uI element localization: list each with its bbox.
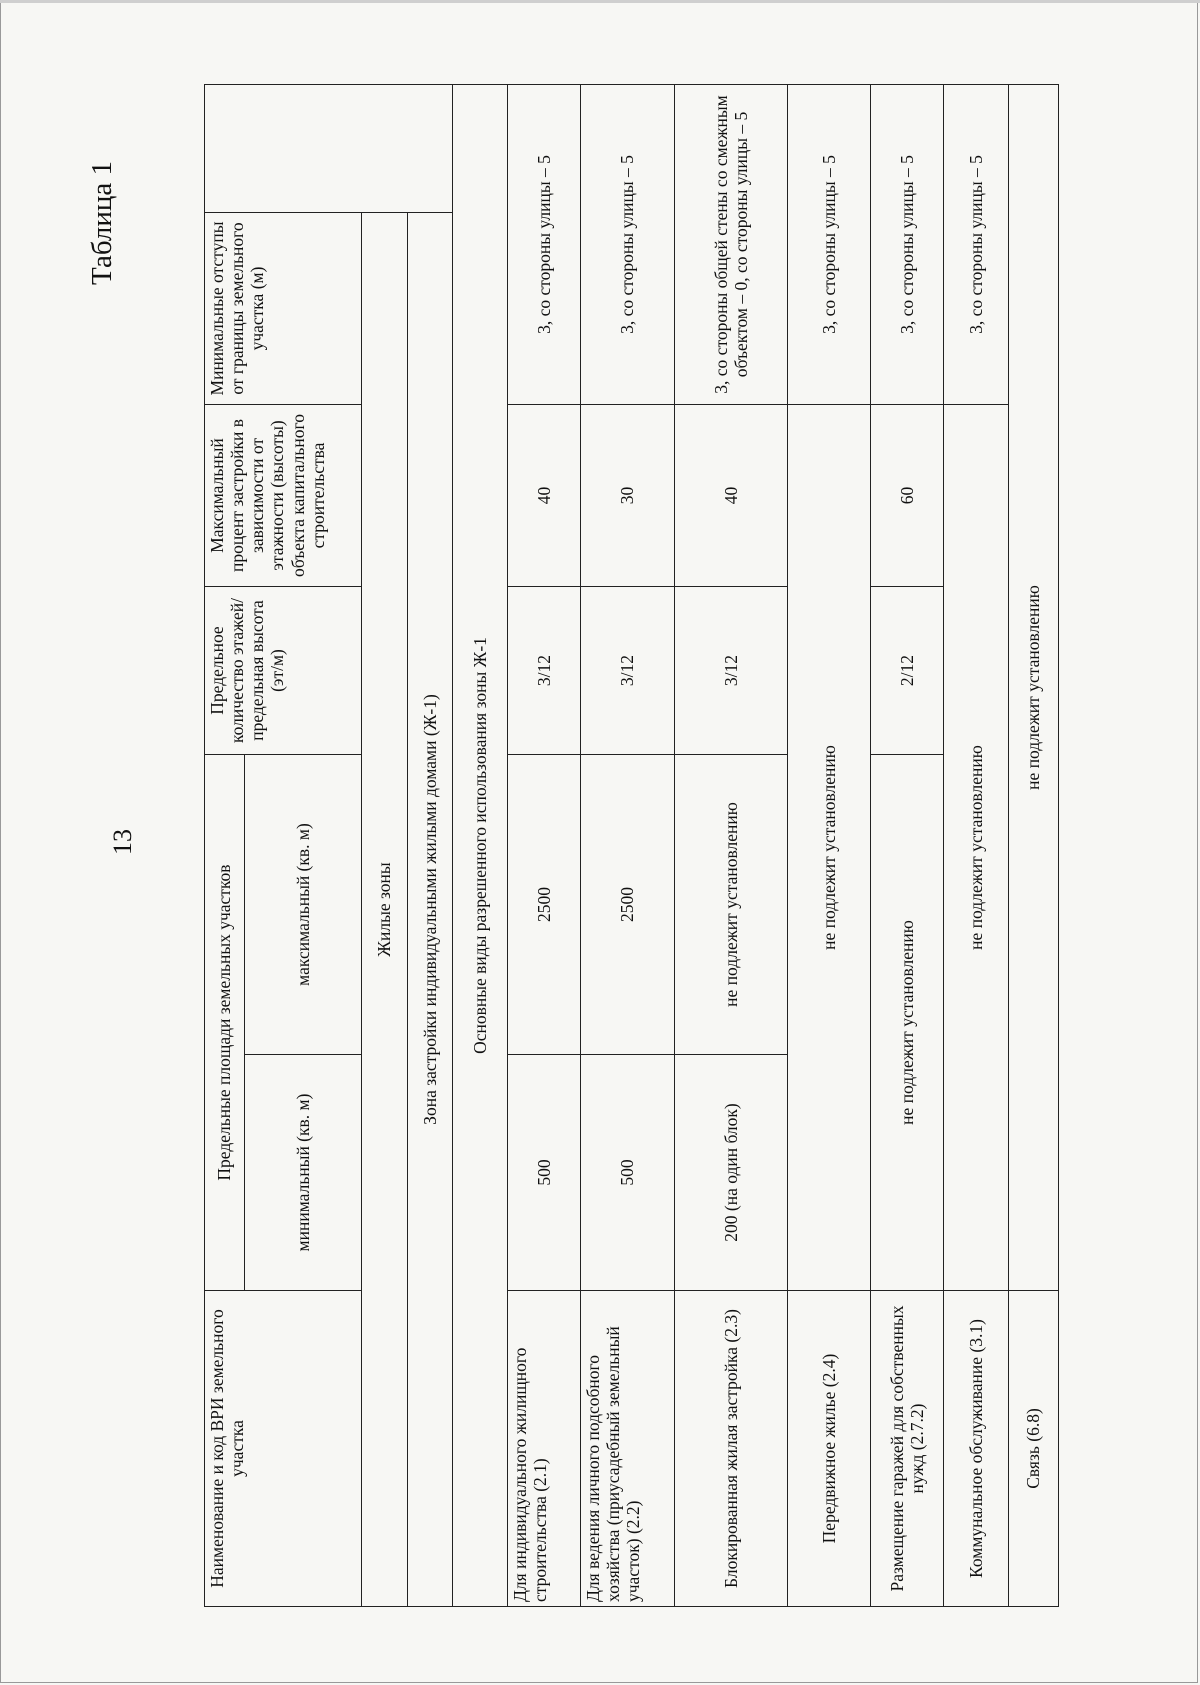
header-area-group: Предельные площади земельных участков: [205, 755, 245, 1291]
row-floors: 3/12: [674, 587, 787, 755]
row-max: 2500: [580, 755, 674, 1055]
land-use-table: [204, 84, 1059, 1607]
row-percent: 60: [871, 405, 944, 587]
table-row: [1008, 85, 1058, 1607]
row-name: Для ведения личного подсобного хозяйства (приусадебный земельный участок) (2.2): [580, 1291, 674, 1607]
table-row: [580, 85, 674, 1607]
header-area-max: максимальный (кв. м): [244, 755, 361, 1055]
row-minmax-merged: не подлежит установлению: [871, 755, 944, 1291]
table-row: [787, 85, 871, 1607]
table-row: [507, 85, 580, 1607]
row-setback: 3, со стороны улицы – 5: [507, 85, 580, 405]
row-name: Связь (6.8): [1008, 1291, 1058, 1607]
row-setback: 3, со стороны улицы – 5: [871, 85, 944, 405]
row-percent: 30: [580, 405, 674, 587]
row-name: Коммунальное обслуживание (3.1): [944, 1291, 1009, 1607]
row-floors: 2/12: [871, 587, 944, 755]
row-floors: 3/12: [580, 587, 674, 755]
row-min: 500: [580, 1055, 674, 1291]
row-merged: не подлежит установлению: [787, 405, 871, 1291]
table-caption: Таблица 1: [86, 160, 118, 285]
scan-edge: [0, 0, 1200, 3]
blank-cell: [205, 85, 453, 213]
row-name: Размещение гаражей для собственных нужд (2.7.2): [871, 1291, 944, 1607]
section-main-types: Основные виды разрешенного использования зоны Ж-1: [453, 85, 507, 1607]
row-setback: 3, со стороны улицы – 5: [787, 85, 871, 405]
section-zone: Зона застройки индивидуальными жилыми домами (Ж-1): [407, 213, 453, 1607]
rotated-page-content: [0, 85, 1200, 1685]
row-name: Блокированная жилая застройка (2.3): [674, 1291, 787, 1607]
row-setback: 3, со стороны улицы – 5: [944, 85, 1009, 405]
header-area-min: минимальный (кв. м): [244, 1055, 361, 1291]
page-number: 13: [108, 829, 137, 855]
row-setback: 3, со стороны общей стены со смежным объектом – 0, со стороны улицы – 5: [674, 85, 787, 405]
row-setback: 3, со стороны улицы – 5: [580, 85, 674, 405]
table-row: [674, 85, 787, 1607]
row-max-merged: не подлежит установлению: [674, 755, 787, 1055]
table-row: [944, 85, 1009, 1607]
row-name: Для индивидуального жилищного строительства (2.1): [507, 1291, 580, 1607]
header-name: Наименование и код ВРИ земельного участка: [205, 1291, 362, 1607]
row-name: Передвижное жилье (2.4): [787, 1291, 871, 1607]
row-floors: 3/12: [507, 587, 580, 755]
row-min: 500: [507, 1055, 580, 1291]
header-setback: Минимальные отступы от границы земельного участка (м): [205, 213, 362, 405]
row-percent: 40: [674, 405, 787, 587]
row-percent: 40: [507, 405, 580, 587]
row-min: 200 (на один блок): [674, 1055, 787, 1291]
row-max: 2500: [507, 755, 580, 1055]
header-floors: Предельное количество этажей/ предельная высота (эт/м): [205, 587, 362, 755]
table-row: [871, 85, 944, 1607]
header-percent: Максимальный процент застройки в зависимости от этажности (высоты) объекта капитального строительства: [205, 405, 362, 587]
row-merged-all: не подлежит установлению: [1008, 85, 1058, 1291]
section-residential: Жилые зоны: [361, 213, 407, 1607]
row-merged: не подлежит установлению: [944, 405, 1009, 1291]
